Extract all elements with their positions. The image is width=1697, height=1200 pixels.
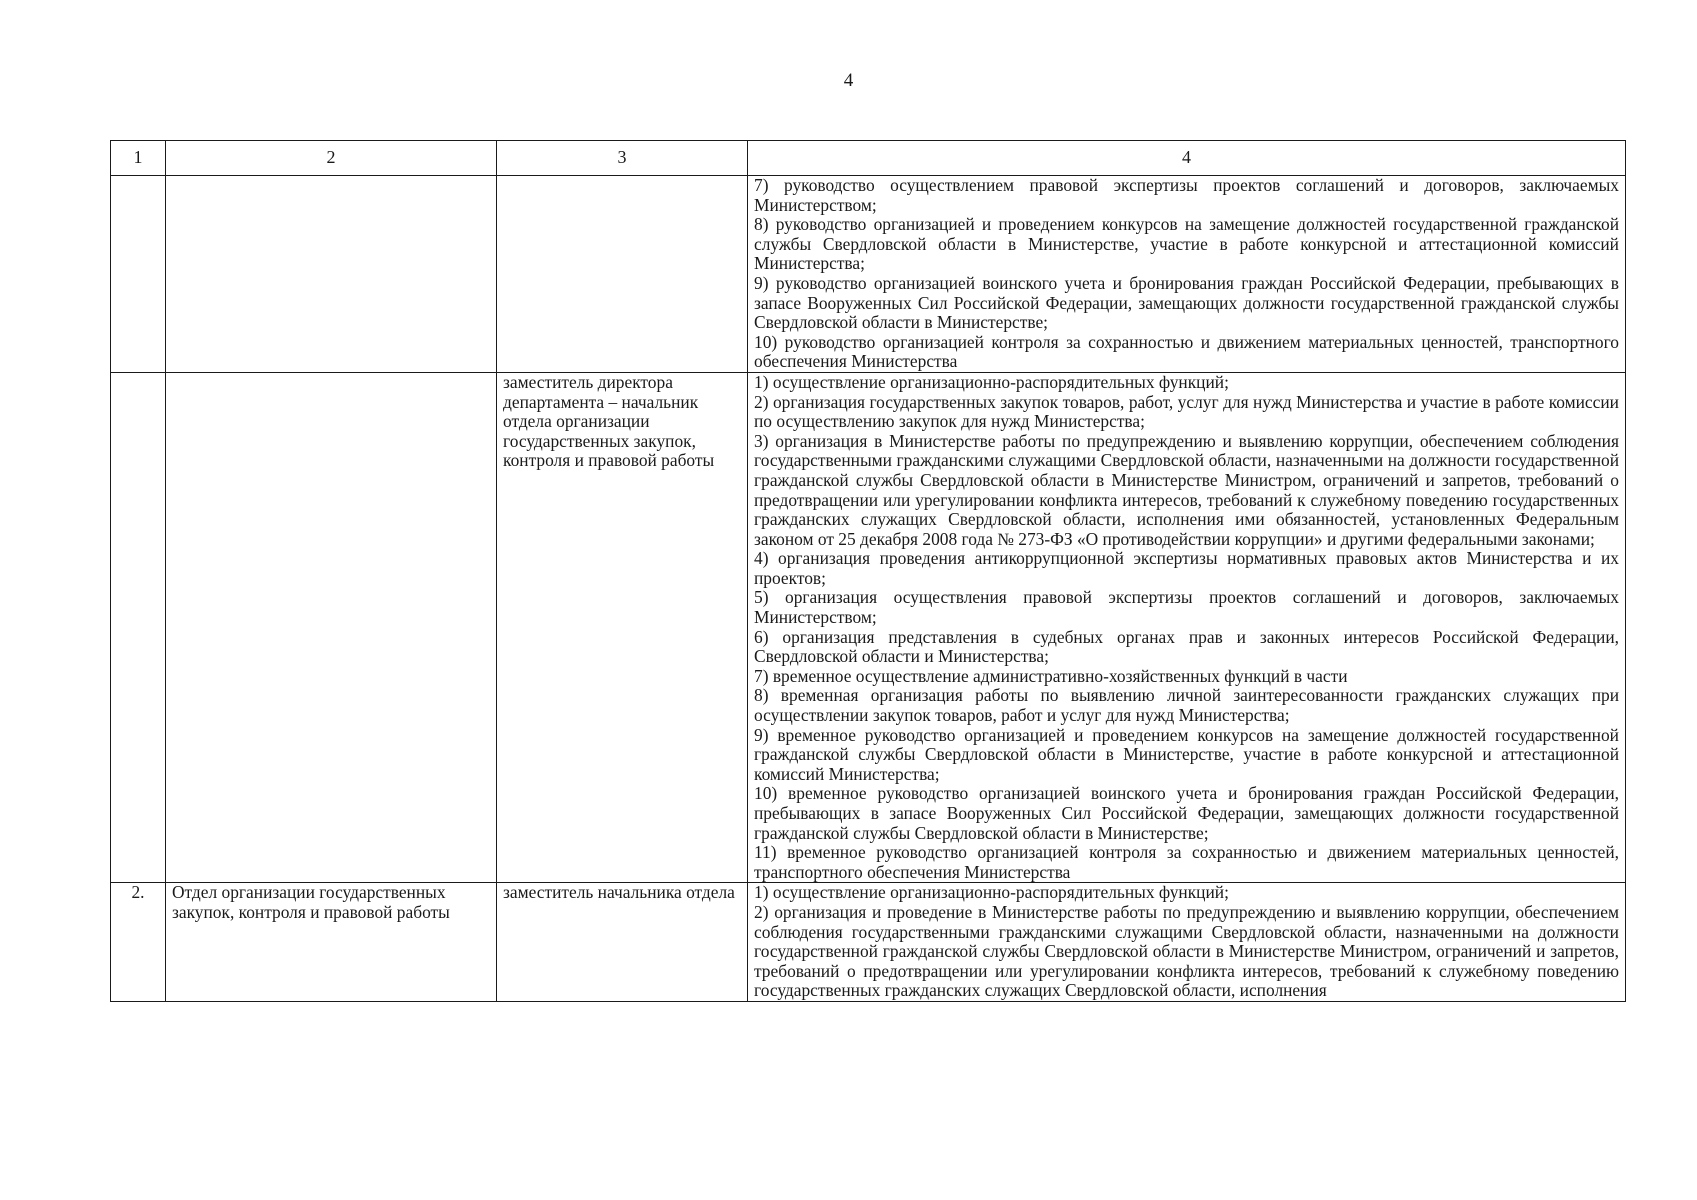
table-row [111,883,1626,1002]
duties-cell [748,176,1626,373]
row-number [111,176,166,373]
duty-item: 10) руководство организацией контроля за сохранностью и движением материальных ценностей, транспортного обеспечения Министерства [754,331,1619,372]
header-col-1: 1 [111,141,166,176]
unit-name [166,176,497,373]
duty-item: 9) временное руководство организацией и проведением конкурсов на замещение должностей государственной гражданской службы Свердловской области в Министерстве, участие в работе конкурсной и аттестационной комиссий Министерства; [754,724,1619,784]
header-col-3: 3 [497,141,748,176]
duty-item: 7) руководство осуществлением правовой экспертизы проектов соглашений и договоров, заключаемых Министерством; [754,175,1619,215]
duties-cell [748,883,1626,1002]
duty-item: 7) временное осуществление административно-хозяйственных функций в части [754,665,1348,686]
duty-item: 4) организация проведения антикоррупционной экспертизы нормативных правовых актов Министерства и их проектов; [754,548,1619,588]
duty-item: 9) руководство организацией воинского учета и бронирования граждан Российской Федерации, пребывающих в запасе Вооруженных Сил Российской Федерации, замещающих должности государственной гражданской службы Свердловской области в Министерстве; [754,272,1619,333]
position-title [497,372,748,882]
position-title: заместитель начальника отдела [497,883,748,1002]
duties-cell [748,372,1626,882]
position-title [497,176,748,373]
duty-item: 2) организация и проведение в Министерстве работы по предупреждению и выявлению коррупции, обеспечением соблюдения государственными гражданскими служащими Свердловской области, назначенными на должности государственной гражданской службы Свердловской области в Министерстве Министром, ограничений и запретов, требований о предотвращении или урегулировании конфликта интересов, требований к служебному поведению государственных гражданских служащих Свердловской области, исполнения [754,901,1619,1001]
unit-name [166,372,497,882]
duty-item: 8) временная организация работы по выявлению личной заинтересованности гражданских служащих при осуществлении закупок товаров, работ и услуг для нужд Министерства; [754,685,1619,726]
duty-item: 3) организация в Министерстве работы по предупреждению и выявлению коррупции, обеспечением соблюдения государственными гражданскими служащими Свердловской области, назначенными на должности государственной гражданской службы Свердловской области в Министерстве Министром, ограничений и запретов, требований о предотвращении или урегулировании конфликта интересов, требований к служебному поведению государственных гражданских служащих Свердловской области, исполнения ими обязанностей, установленных Федеральным законом от 25 декабря 2008 года № 273-ФЗ «О противодействии коррупции» и другими федеральными законами; [754,430,1619,549]
row-number [111,372,166,882]
table-row [111,372,1626,882]
table-header-row [111,141,1626,176]
row-number: 2. [111,883,166,1002]
duty-item: 1) осуществление организационно-распорядительных функций; [754,371,1229,392]
duty-item: 5) организация осуществления правовой экспертизы проектов соглашений и договоров, заключаемых Министерством; [754,587,1619,628]
duty-item: 2) организация государственных закупок товаров, работ, услуг для нужд Министерства и участие в работе комиссии по осуществлению закупок для нужд Министерства; [754,391,1619,432]
duty-item: 10) временное руководство организацией воинского учета и бронирования граждан Российской Федерации, пребывающих в запасе Вооруженных Сил Российской Федерации, замещающих должности государственной гражданской службы Свердловской области в Министерстве; [754,783,1619,843]
duty-item: 11) временное руководство организацией контроля за сохранностью и движением материальных ценностей, транспортного обеспечения Министерства [754,842,1619,882]
positions-table [110,140,1626,1002]
header-col-2: 2 [166,141,497,176]
duty-item: 1) осуществление организационно-распорядительных функций; [754,882,1229,903]
page-number: 4 [843,70,854,91]
duty-item: 8) руководство организацией и проведением конкурсов на замещение должностей государственной гражданской службы Свердловской области в Министерстве, участие в работе конкурсной и аттестационной комиссий Министерства; [754,214,1619,274]
header-col-4: 4 [748,141,1626,176]
position-title-text: заместитель директора департамента – начальник отдела организации государственных закупок, контроля и правовой работы [503,371,715,471]
table-row [111,176,1626,373]
duty-item: 6) организация представления в судебных органах прав и законных интересов Российской Федерации, Свердловской области и Министерства; [754,626,1619,667]
unit-name: Отдел организации государственных закупок, контроля и правовой работы [166,883,497,1002]
